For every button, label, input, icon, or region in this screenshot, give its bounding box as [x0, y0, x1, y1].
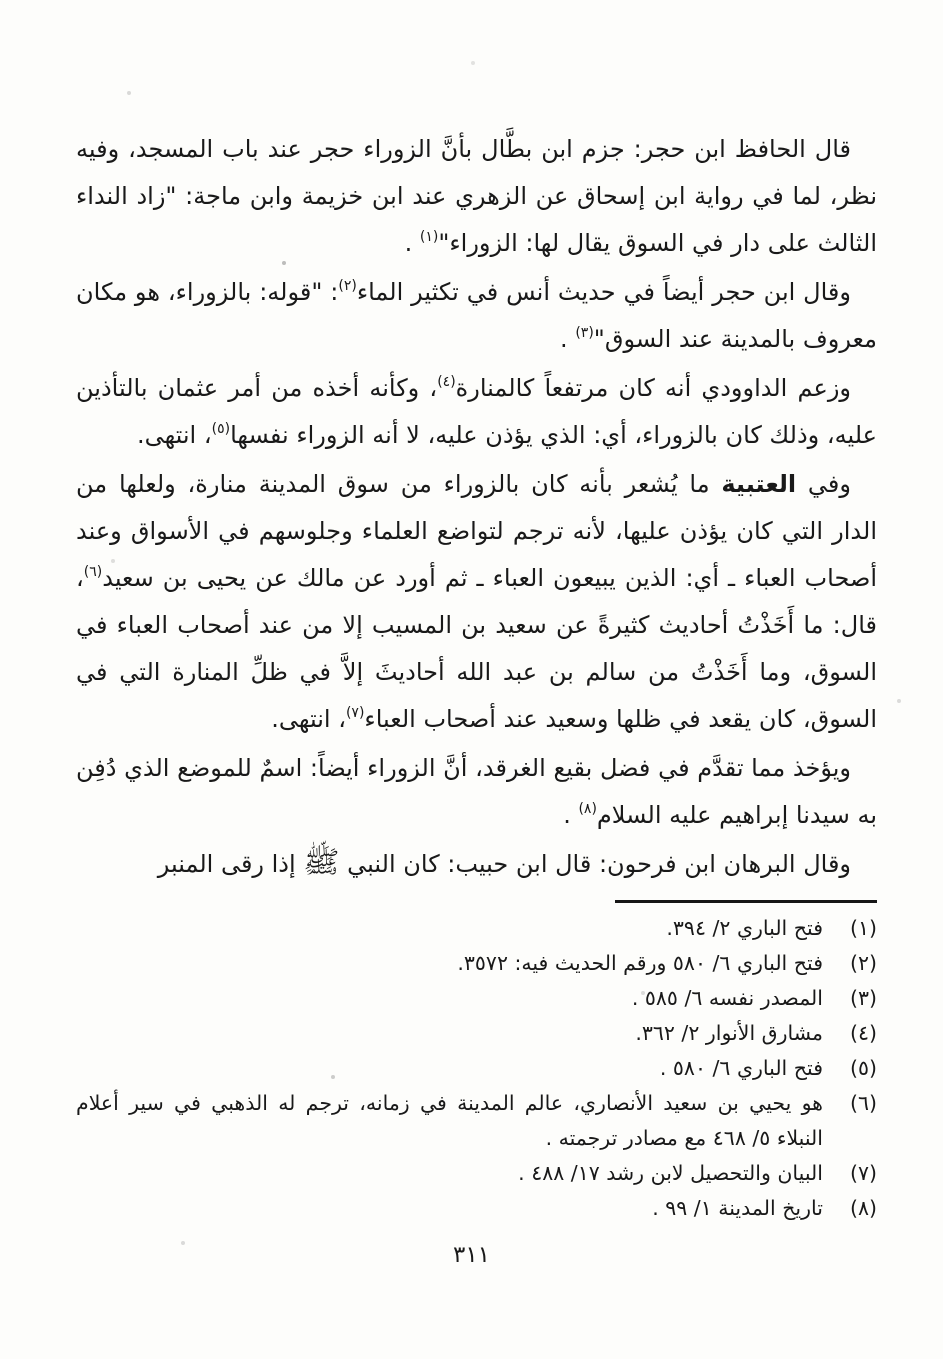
paragraph-text: ، قال: ما أَخَذْتُ أحاديث كثيرةً عن سعيد بن المسيب إلا من عند أصحاب العباء في السوق، وما أَخَذْتُ من سالم بن عبد الله أحاديثَ إلاَّ في ظلِّ المنارة التي في السوق، كان يقعد في ظلها وسعيد عند أصحاب العباء — [76, 564, 877, 733]
paragraph-text: قال الحافظ ابن حجر: جزم ابن بطَّال بأنَّ الزوراء حجر عند باب المسجد، وفيه نظر، لما في رواية ابن إسحاق عن الزهري عند ابن خزيمة وابن ماجة: "زاد النداء الثالث على دار في السوق يقال لها: الزوراء" — [76, 135, 877, 257]
paragraph-ibn-farhun — [76, 841, 877, 888]
footnote-marker: (٢) — [849, 951, 877, 975]
paragraph-ibn-hajar-anas-hadith — [76, 269, 877, 363]
footnote-marker: (١) — [849, 916, 877, 940]
footnote-ref-8: (٨) — [578, 801, 597, 817]
paragraph-text: . — [560, 325, 576, 353]
footnote-text: تاريخ المدينة ١/ ٩٩ . — [652, 1196, 823, 1220]
footnote-text: مشارق الأنوار ٢/ ٣٦٢. — [635, 1021, 823, 1045]
paragraph-dawudi-claim — [76, 365, 877, 459]
page-number: ٣١١ — [452, 1242, 491, 1268]
paragraph-text: ، انتهى. — [136, 421, 212, 449]
footnote-marker: (٦) — [849, 1091, 877, 1115]
paragraph-text: ما يُشعر بأنه كان بالزوراء من سوق المدينة منارة، ولعلها من الدار التي كان يؤذن عليها، لأنه ترجم لتواضع العلماء وجلوسهم في الأسواق وعند أصحاب العباء ـ أي: الذين يبيعون العباء ـ ثم أورد عن مالك عن يحيى بن سعيد — [76, 470, 877, 592]
footnote-item — [76, 946, 877, 981]
footnote-ref-5: (٥) — [211, 421, 231, 437]
footnote-item — [76, 1051, 877, 1086]
footnote-item — [76, 1086, 877, 1156]
footnote-ref-2: (٢) — [338, 278, 357, 294]
footnote-separator — [615, 900, 877, 903]
paragraph-text: وقال البرهان ابن فرحون: قال ابن حبيب: كان النبي — [339, 850, 851, 878]
footnotes-section — [76, 911, 877, 1226]
footnote-marker: (٧) — [849, 1161, 877, 1185]
footnote-text: فتح الباري ٢/ ٣٩٤. — [666, 916, 823, 940]
footnote-text: هو يحيي بن سعيد الأنصاري، عالم المدينة في زمانه، ترجم له الذهبي في سير أعلام النبلاء ٥/ ٤٦٨ مع مصادر ترجمته . — [76, 1091, 823, 1150]
footnotes-area — [0, 900, 943, 1226]
footnote-ref-6: (٦) — [83, 564, 103, 580]
footnote-marker: (٤) — [849, 1021, 877, 1045]
book-title-utbiyya: العتبية — [721, 470, 797, 498]
footnote-item — [76, 911, 877, 946]
paragraph-utbiyya — [76, 461, 877, 743]
footnote-text: فتح الباري ٦/ ٥٨٠ ورقم الحديث فيه: ٣٥٧٢. — [457, 951, 823, 975]
paragraph-text: . — [563, 801, 579, 829]
footnote-text: فتح الباري ٦/ ٥٨٠ . — [659, 1056, 823, 1080]
footnote-ref-1: (١) — [419, 229, 439, 245]
paragraph-text: وقال ابن حجر أيضاً في حديث أنس في تكثير الماء — [356, 278, 851, 306]
paragraph-text: ، وكأنه أخذه من أمر عثمان بالتأذين عليه، وذلك كان بالزوراء، أي: الذي يؤذن عليه، لا أنه الزوراء نفسها — [76, 374, 877, 449]
footnote-text: البيان والتحصيل لابن رشد ١٧/ ٤٨٨ . — [518, 1161, 823, 1185]
paragraph-baqi-al-gharqad — [76, 745, 877, 839]
footnote-item — [76, 1191, 877, 1226]
paragraph-text: ، انتهى. — [271, 705, 346, 733]
footnote-ref-3: (٣) — [575, 325, 594, 341]
footnote-marker: (٣) — [849, 986, 877, 1010]
footnote-text: المصدر نفسه ٦/ ٥٨٥ . — [631, 986, 823, 1010]
paragraph-text: وفي — [796, 470, 851, 498]
footnote-ref-4: (٤) — [437, 374, 456, 390]
paragraph-text: ويؤخذ مما تقدَّم في فضل بقيع الغرقد، أنَّ الزوراء أيضاً: اسمٌ للموضع الذي دُفِن به سيدنا إبراهيم عليه السلام — [76, 754, 877, 829]
paragraph-text: : "قوله: بالزوراء، هو مكان معروف بالمدينة عند السوق" — [76, 278, 877, 353]
footnote-item — [76, 1156, 877, 1191]
sallallahu-alayhi-wasallam-symbol: ﷺ — [303, 845, 340, 880]
paragraph-text: إذا رقى المنبر — [157, 850, 304, 878]
footnote-item — [76, 981, 877, 1016]
paragraph-text: وزعم الداوودي أنه كان مرتفعاً كالمنارة — [455, 374, 851, 402]
footnote-item — [76, 1016, 877, 1051]
footnote-marker: (٨) — [849, 1196, 877, 1220]
paragraph-text: . — [404, 229, 420, 257]
footnote-marker: (٥) — [849, 1056, 877, 1080]
paragraph-ibn-hajar-quote — [76, 126, 877, 267]
footnote-ref-7: (٧) — [345, 705, 365, 721]
